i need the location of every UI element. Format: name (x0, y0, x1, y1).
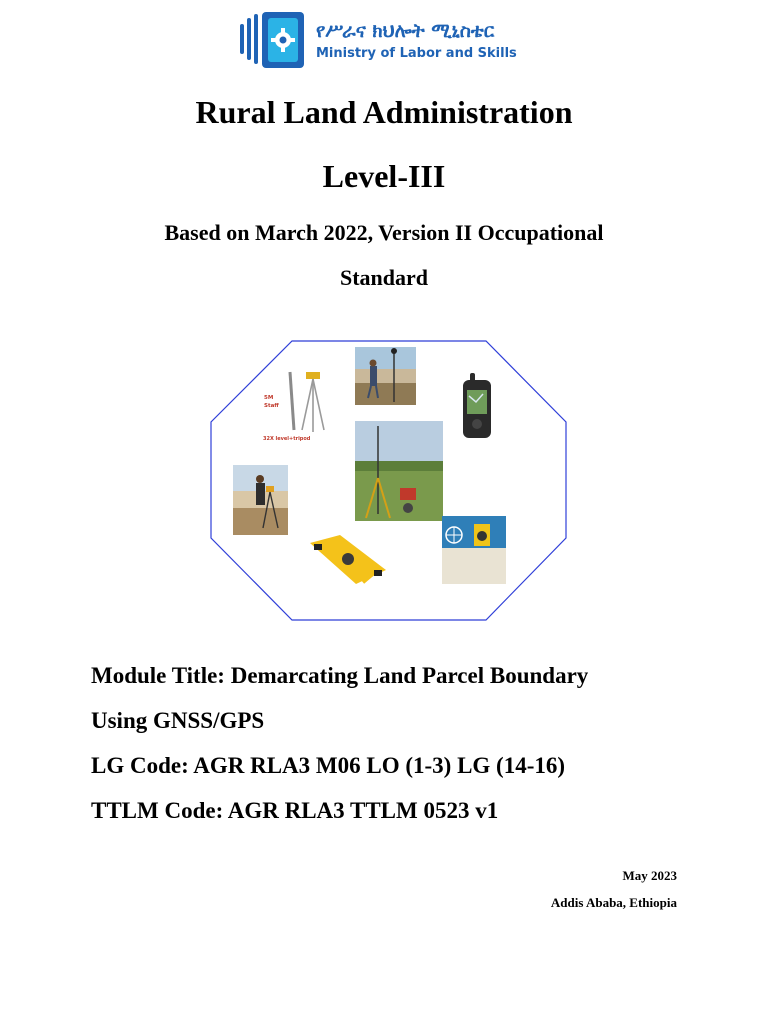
staff-label-1: 5M (264, 395, 274, 401)
standard-basis-line-1: Based on March 2022, Version II Occupational (164, 220, 604, 245)
module-title-line-1: Module Title: Demarcating Land Parcel Boundary (91, 663, 589, 688)
ttlm-code: TTLM Code: AGR RLA3 TTLM 0523 v1 (91, 798, 499, 823)
staff-label-2: Staff (264, 403, 279, 409)
ministry-logo (238, 10, 538, 70)
lg-code: LG Code: AGR RLA3 M06 LO (1-3) LG (14-16) (91, 753, 566, 778)
staff-and-tripod (263, 372, 324, 442)
standard-basis-line-2: Standard (339, 265, 429, 290)
publication-date: May 2023 (622, 868, 677, 883)
ministry-logo-icon (238, 10, 308, 70)
total-station-photo (442, 516, 506, 584)
gps-survey-photo (355, 347, 416, 405)
publication-place: Addis Ababa, Ethiopia (550, 895, 677, 910)
surveying-equipment-collage (208, 338, 570, 623)
survey-prism-photo (310, 535, 386, 584)
field-surveyor-photo (233, 465, 288, 535)
document-title: Rural Land Administration (195, 94, 573, 130)
module-title-line-2: Using GNSS/GPS (91, 708, 265, 733)
ministry-name-english: Ministry of Labor and Skills (316, 46, 517, 61)
level-tripod-label: 32X level+tripod (263, 436, 311, 442)
handheld-gps-device (463, 373, 491, 438)
document-level: Level-III (322, 158, 446, 194)
ministry-name-amharic: የሥራና ክህሎት ሚኒስቴር (316, 20, 495, 42)
gnss-field-photo (355, 421, 443, 521)
